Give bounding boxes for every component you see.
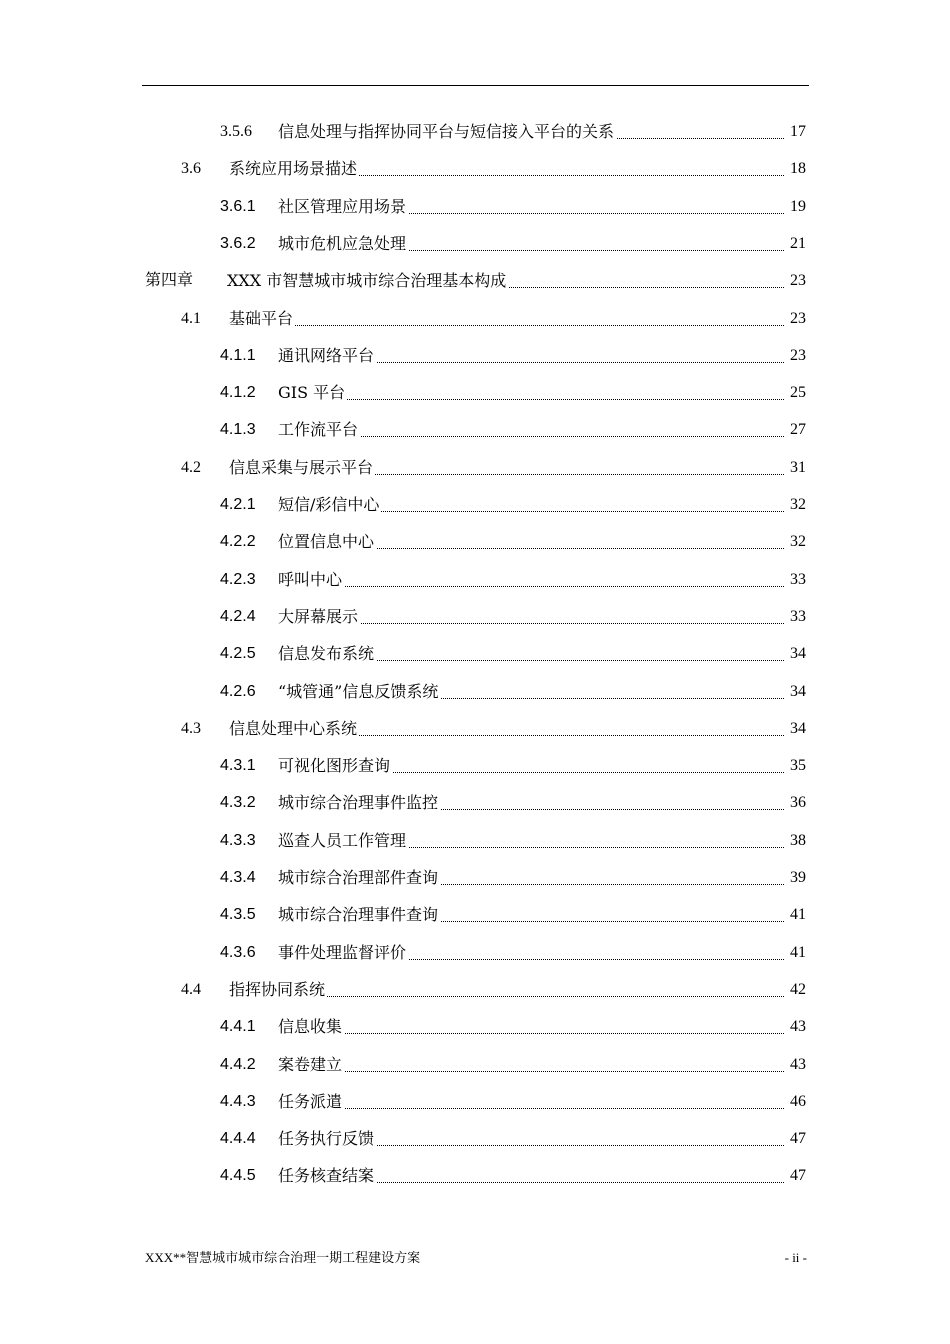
toc-entry-page: 46 <box>788 1089 806 1115</box>
toc-dot-leader <box>278 1108 784 1109</box>
toc-entry[interactable] <box>0 343 950 369</box>
toc-entry-text <box>229 306 784 332</box>
toc-entry-number: 4.4.5 <box>220 1167 256 1185</box>
toc-entry-title: 通讯网络平台 <box>278 345 375 365</box>
toc-entry-text <box>278 194 784 220</box>
toc-entry-number: 4.3.4 <box>220 869 256 886</box>
toc-entry-number: 4.1.3 <box>220 421 256 439</box>
toc-entry-number: 4.2.5 <box>220 645 256 663</box>
toc-entry[interactable] <box>0 977 950 1003</box>
toc-entry-title: 大屏幕展示 <box>278 606 359 626</box>
toc-entry[interactable] <box>0 865 950 891</box>
toc-entry-number: 4.2 <box>181 458 201 476</box>
toc-entry[interactable] <box>0 119 950 145</box>
toc-entry[interactable] <box>0 641 950 667</box>
toc-entry-title: 系统应用场景描述 <box>229 159 358 179</box>
toc-entry-number: 4.2.2 <box>220 533 256 551</box>
toc-entry-text <box>278 1089 784 1115</box>
toc-entry[interactable] <box>0 1163 950 1189</box>
toc-entry[interactable] <box>0 902 950 928</box>
toc-entry-number: 4.1.2 <box>220 384 256 402</box>
toc-entry-number: 3.5.6 <box>220 123 252 140</box>
toc-entry-page: 31 <box>788 455 806 481</box>
toc-entry-title: 案卷建立 <box>278 1054 343 1074</box>
toc-entry-title: 城市综合治理部件查询 <box>278 868 439 887</box>
toc-entry-text <box>278 940 784 966</box>
toc-entry-title: 任务执行反馈 <box>278 1129 375 1149</box>
toc-entry-title: 信息采集与展示平台 <box>229 457 374 477</box>
toc-entry-text <box>229 977 784 1003</box>
toc-entry-text <box>278 902 784 928</box>
toc-entry-title: 短信/彩信中心 <box>278 495 380 514</box>
toc-entry-title: 城市综合治理事件查询 <box>278 905 439 925</box>
toc-entry[interactable] <box>0 567 950 593</box>
toc-entry[interactable] <box>0 828 950 854</box>
toc-entry[interactable] <box>0 417 950 443</box>
toc-entry-number: 4.2.1 <box>220 496 256 513</box>
toc-entry-number: 3.6.1 <box>220 197 256 215</box>
toc-entry[interactable] <box>0 790 950 816</box>
toc-entry[interactable] <box>0 529 950 555</box>
toc-entry-page: 23 <box>788 343 806 369</box>
toc-entry-text <box>227 268 784 294</box>
toc-entry-text <box>278 753 784 779</box>
toc-entry-text <box>278 119 784 145</box>
toc-entry-text <box>278 604 784 630</box>
toc-entry[interactable] <box>0 679 950 705</box>
toc-entry[interactable] <box>0 492 950 518</box>
toc-entry-page: 27 <box>788 417 806 443</box>
toc-entry-title: 指挥协同系统 <box>229 979 326 999</box>
toc-entry-number: 4.1.1 <box>220 346 256 364</box>
toc-entry[interactable] <box>0 753 950 779</box>
toc-entry-title: 任务核查结案 <box>278 1166 375 1186</box>
toc-entry[interactable] <box>0 604 950 630</box>
toc-entry-page: 34 <box>788 641 806 667</box>
toc-entry-text <box>278 343 784 369</box>
toc-entry-text <box>278 231 784 257</box>
toc-entry-number: 4.2.4 <box>220 607 256 625</box>
toc-entry-title: 信息处理与指挥协同平台与短信接入平台的关系 <box>278 122 615 141</box>
toc-entry-page: 35 <box>788 753 806 779</box>
toc-entry[interactable] <box>0 231 950 257</box>
toc-entry-page: 32 <box>788 529 806 555</box>
toc-entry-page: 32 <box>788 492 806 518</box>
toc-entry-page: 23 <box>788 268 806 294</box>
toc-entry[interactable] <box>0 716 950 742</box>
toc-entry-page: 36 <box>788 790 806 816</box>
toc-entry-page: 17 <box>788 119 806 145</box>
toc-entry-text <box>229 455 784 481</box>
toc-entry-number: 4.4.1 <box>220 1018 256 1036</box>
toc-entry-number: 4.2.6 <box>220 682 256 700</box>
toc-entry[interactable] <box>0 380 950 406</box>
toc-entry-page: 19 <box>788 194 806 220</box>
toc-entry-page: 41 <box>788 940 806 966</box>
toc-entry-title: 呼叫中心 <box>278 569 343 589</box>
toc-dot-leader <box>278 399 784 400</box>
toc-entry-title: “城管通”信息反馈系统 <box>278 681 439 701</box>
toc-entry-page: 47 <box>788 1126 806 1152</box>
toc-entry-title: 社区管理应用场景 <box>278 196 407 216</box>
toc-entry-number: 4.3 <box>181 719 201 737</box>
toc-entry-number: 3.6 <box>181 160 201 178</box>
toc-entry-text <box>278 790 784 816</box>
toc-entry[interactable] <box>0 1014 950 1040</box>
toc-entry-text <box>278 865 784 891</box>
toc-entry-number: 4.4.2 <box>220 1055 256 1073</box>
toc-entry[interactable] <box>0 1126 950 1152</box>
toc-entry-title: 事件处理监督评价 <box>278 942 407 962</box>
footer-page-number: - ii - <box>784 1250 807 1265</box>
toc-entry-number: 第四章 <box>145 272 194 290</box>
toc-entry-title: 基础平台 <box>229 308 294 328</box>
toc-dot-leader <box>278 1071 784 1072</box>
toc-entry[interactable] <box>0 268 950 294</box>
toc-dot-leader <box>278 586 784 587</box>
toc-entry[interactable] <box>0 306 950 332</box>
toc-entry-page: 18 <box>788 156 806 182</box>
toc-entry-number: 4.4 <box>181 980 201 998</box>
toc-entry-page: 23 <box>788 306 806 332</box>
toc-entry-page: 33 <box>788 604 806 630</box>
toc-entry-page: 21 <box>788 231 806 257</box>
toc-entry-number: 4.3.2 <box>220 794 256 812</box>
toc-entry-title: GIS 平台 <box>278 383 346 403</box>
toc-entry-number: 3.6.2 <box>220 234 256 252</box>
header-rule <box>142 85 809 86</box>
toc-entry-title: 可视化图形查询 <box>278 756 391 776</box>
toc-entry-number: 4.4.3 <box>220 1092 256 1110</box>
toc-entry-text <box>278 641 784 667</box>
toc-entry[interactable] <box>0 455 950 481</box>
toc-entry-page: 38 <box>788 828 806 854</box>
toc-entry-title: 任务派遣 <box>278 1091 343 1111</box>
toc-entry-page: 41 <box>788 902 806 928</box>
toc-entry-title: 位置信息中心 <box>278 532 375 552</box>
toc-entry-page: 43 <box>788 1052 806 1078</box>
toc-entry-page: 47 <box>788 1163 806 1189</box>
toc-entry-text <box>278 567 784 593</box>
toc-entry-title: 城市危机应急处理 <box>278 233 407 253</box>
toc-entry-page: 25 <box>788 380 806 406</box>
toc-entry-page: 33 <box>788 567 806 593</box>
toc-entry-number: 4.2.3 <box>220 570 256 588</box>
toc-entry-text <box>229 156 784 182</box>
toc-entry-number: 4.4.4 <box>220 1130 256 1148</box>
toc-entry[interactable] <box>0 156 950 182</box>
toc-entry-text <box>278 417 784 443</box>
toc-entry-page: 43 <box>788 1014 806 1040</box>
toc-entry-number: 4.3.3 <box>220 831 256 849</box>
toc-entry-text <box>278 380 784 406</box>
toc-entry-title: XXX 市智慧城市城市综合治理基本构成 <box>227 271 507 291</box>
toc-entry-title: 信息处理中心系统 <box>229 718 358 738</box>
footer-document-title: XXX**智慧城市城市综合治理一期工程建设方案 <box>145 1250 421 1265</box>
toc-entry[interactable] <box>0 194 950 220</box>
toc-entry-text <box>278 492 784 518</box>
toc-entry-page: 34 <box>788 716 806 742</box>
toc-entry-number: 4.1 <box>181 309 201 327</box>
toc-entry-text <box>278 1126 784 1152</box>
toc-entry-number: 4.3.6 <box>220 943 256 961</box>
toc-entry[interactable] <box>0 1089 950 1115</box>
toc-dot-leader <box>229 325 784 326</box>
toc-entry-title: 城市综合治理事件监控 <box>278 793 439 813</box>
toc-entry-text <box>278 1014 784 1040</box>
toc-entry-text <box>278 828 784 854</box>
toc-entry[interactable] <box>0 940 950 966</box>
page-footer <box>145 1248 807 1268</box>
toc-entry-text <box>278 529 784 555</box>
toc-entry-text <box>278 1163 784 1189</box>
toc-entry-page: 34 <box>788 679 806 705</box>
toc-entry-page: 42 <box>788 977 806 1003</box>
toc-entry-text <box>229 716 784 742</box>
toc-entry-title: 工作流平台 <box>278 420 359 440</box>
toc-entry-number: 4.3.5 <box>220 906 256 924</box>
toc-entry-title: 信息收集 <box>278 1017 343 1037</box>
toc-entry-title: 巡查人员工作管理 <box>278 830 407 850</box>
toc-entry[interactable] <box>0 1052 950 1078</box>
toc-entry-text <box>278 1052 784 1078</box>
toc-entry-page: 39 <box>788 865 806 891</box>
toc-dot-leader <box>278 1033 784 1034</box>
toc-entry-title: 信息发布系统 <box>278 644 375 664</box>
toc-entry-number: 4.3.1 <box>220 757 256 775</box>
toc-entry-text <box>278 679 784 705</box>
